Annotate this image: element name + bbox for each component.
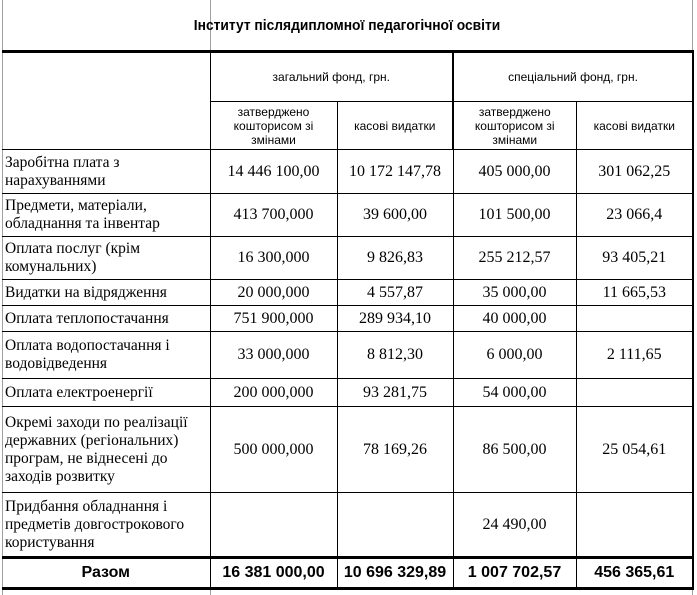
general-cash-cell: 93 281,75 [337,379,453,407]
table-row [2,194,693,237]
row-label: Видатки на відрядження [2,280,210,306]
header-general-fund: загальний фонд, грн. [210,52,453,102]
table-row [2,306,693,332]
general-cash-cell: 78 169,26 [337,407,453,493]
row-label: Оплата теплопостачання [2,306,210,332]
general-cash-cell: 10 172 147,78 [337,150,453,194]
row-label: Оплата електроенергії [2,379,210,407]
total-general-cash: 10 696 329,89 [337,558,453,589]
general-cash-cell: 9 826,83 [337,237,453,280]
header-general-approved: затверджено кошторисом зі змінами [210,102,337,150]
special-cash-cell: 2 111,65 [576,332,693,379]
general-approved-cell: 33 000,000 [210,332,337,379]
general-cash-cell: 39 600,00 [337,194,453,237]
row-label: Заробітна плата з нарахуваннями [2,150,210,194]
general-approved-cell [210,493,337,558]
row-label: Оплата водопостачання і водовідведення [2,332,210,379]
special-approved-cell: 255 212,57 [453,237,576,280]
general-cash-cell: 4 557,87 [337,280,453,306]
header-special-fund: спеціальний фонд, грн. [453,52,693,102]
table-row [2,493,693,558]
row-label: Придбання обладнання і предметів довгострокового користування [2,493,210,558]
general-approved-cell: 413 700,000 [210,194,337,237]
special-cash-cell: 25 054,61 [576,407,693,493]
general-approved-cell: 751 900,000 [210,306,337,332]
table-row [2,379,693,407]
table-row [2,280,693,306]
table-row [2,150,693,194]
table-row [2,407,693,493]
table-row [2,332,693,379]
special-approved-cell: 35 000,00 [453,280,576,306]
special-approved-cell: 40 000,00 [453,306,576,332]
special-cash-cell: 23 066,4 [576,194,693,237]
header-general-cash: касові видатки [337,102,453,150]
general-approved-cell: 14 446 100,00 [210,150,337,194]
special-approved-cell: 6 000,00 [453,332,576,379]
total-special-cash: 456 365,61 [576,558,693,589]
special-cash-cell: 93 405,21 [576,237,693,280]
general-cash-cell: 8 812,30 [337,332,453,379]
total-label: Разом [2,558,210,589]
special-approved-cell: 405 000,00 [453,150,576,194]
general-approved-cell: 200 000,000 [210,379,337,407]
row-label: Окремі заходи по реалізації державних (регіональних) програм, не віднесені до заходів розвитку [2,407,210,493]
general-approved-cell: 16 300,000 [210,237,337,280]
header-special-approved: затверджено кошторисом зі змінами [453,102,576,150]
total-special-approved: 1 007 702,57 [453,558,576,589]
special-cash-cell: 301 062,25 [576,150,693,194]
special-cash-cell: 11 665,53 [576,280,693,306]
special-approved-cell: 24 490,00 [453,493,576,558]
row-header-corner [2,52,210,150]
budget-table [2,50,694,590]
special-approved-cell: 54 000,00 [453,379,576,407]
table-title: Інститут післядипломної педагогічної освіти [193,16,501,34]
table-row [2,237,693,280]
general-approved-cell: 500 000,000 [210,407,337,493]
special-cash-cell [576,379,693,407]
row-label: Оплата послуг (крім комунальних) [2,237,210,280]
header-special-cash: касові видатки [576,102,693,150]
general-cash-cell [337,493,453,558]
special-cash-cell [576,493,693,558]
special-approved-cell: 86 500,00 [453,407,576,493]
total-general-approved: 16 381 000,00 [210,558,337,589]
special-approved-cell: 101 500,00 [453,194,576,237]
general-cash-cell: 289 934,10 [337,306,453,332]
row-label: Предмети, матеріали, обладнання та інвентар [2,194,210,237]
general-approved-cell: 20 000,000 [210,280,337,306]
special-cash-cell [576,306,693,332]
total-row [2,558,693,589]
